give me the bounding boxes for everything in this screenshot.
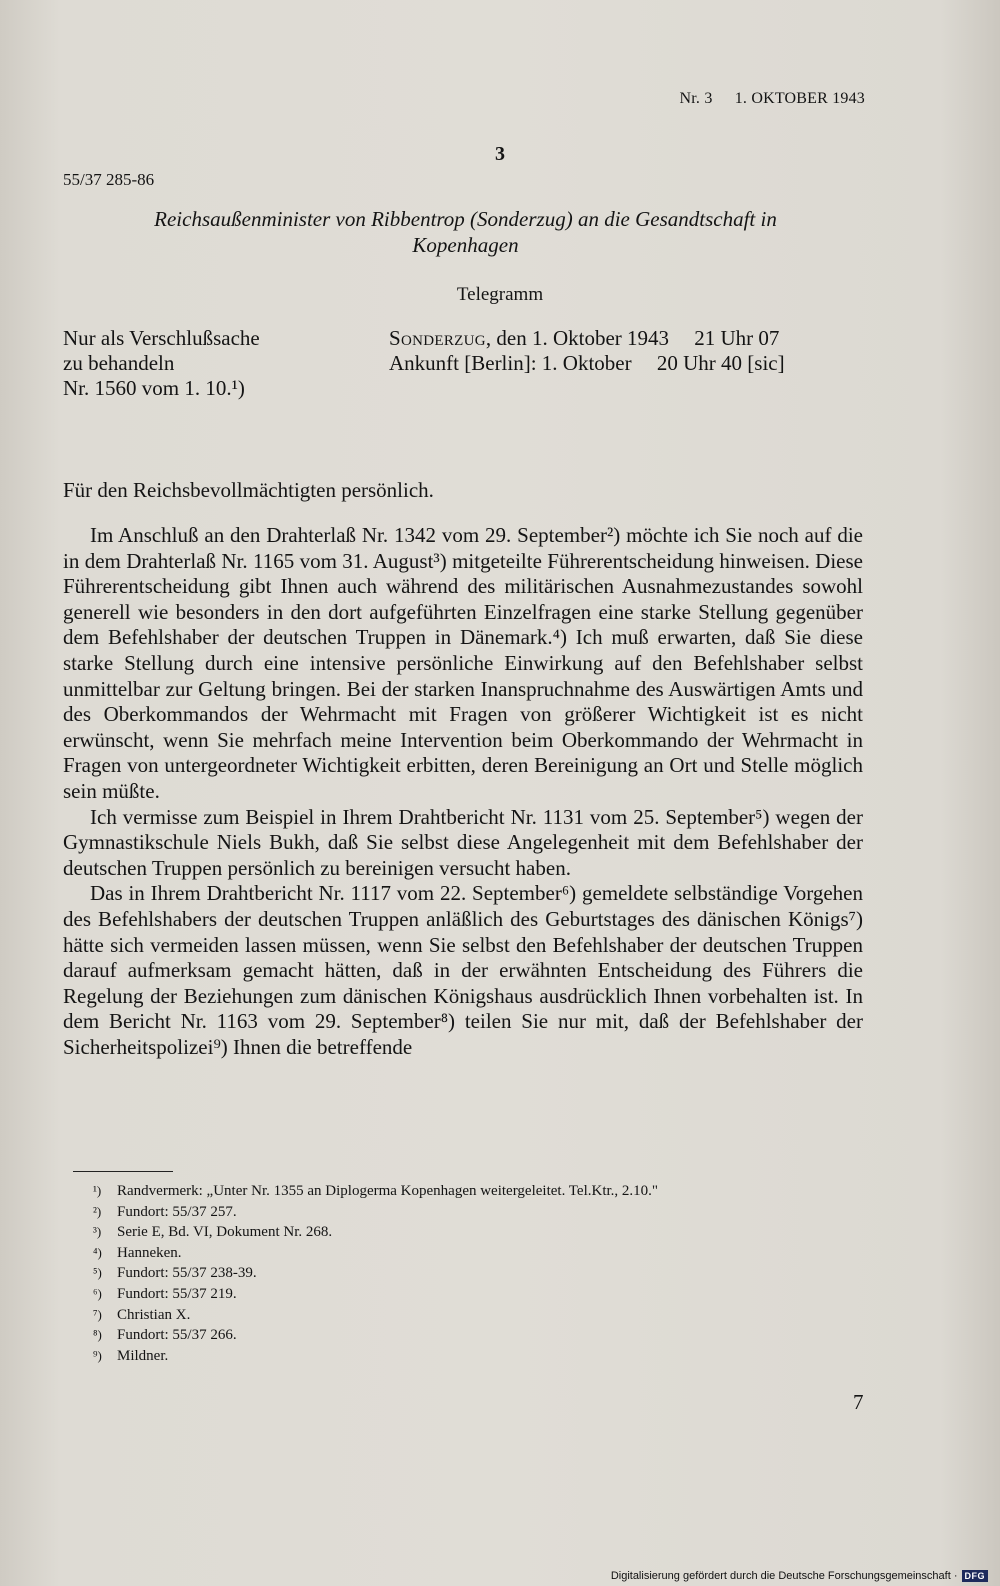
footnote-text: Serie E, Bd. VI, Dokument Nr. 268. bbox=[117, 1224, 333, 1241]
footnote-number: ⁶) bbox=[93, 1285, 102, 1301]
arrival-line bbox=[389, 351, 785, 376]
document-number: 3 bbox=[495, 143, 505, 165]
footnote-text: Mildner. bbox=[117, 1347, 169, 1364]
footnote-number: ⁷) bbox=[93, 1306, 102, 1322]
dispatch-line bbox=[389, 326, 785, 351]
footnote-text: Fundort: 55/37 266. bbox=[117, 1327, 237, 1344]
footnote-item bbox=[93, 1222, 658, 1243]
footnote-text: Fundort: 55/37 219. bbox=[117, 1285, 237, 1302]
footnote-number: ¹) bbox=[93, 1183, 102, 1198]
paragraph-2: Ich vermisse zum Beispiel in Ihrem Drahtbericht Nr. 1131 vom 25. September⁵) wegen der Gymnastikschule Niels Bukh, daß Sie selbst diese Angelegenheit mit dem Befehlshaber der deutschen Truppen persönlich zu bereinigen versucht haben. bbox=[63, 804, 863, 880]
classification-line-2: zu behandeln bbox=[63, 351, 175, 375]
footnote-text: Fundort: 55/37 238-39. bbox=[117, 1265, 257, 1282]
arrival-time: 20 Uhr 40 [sic] bbox=[656, 351, 785, 375]
footnote-divider bbox=[73, 1171, 173, 1172]
dispatch-block bbox=[389, 326, 785, 376]
header-date: 1. OKTOBER 1943 bbox=[734, 90, 865, 107]
footnote-number: ²) bbox=[93, 1203, 102, 1219]
footnote-item bbox=[93, 1305, 658, 1326]
footnote-text: Christian X. bbox=[117, 1306, 191, 1323]
footnote-number: ⁸) bbox=[93, 1327, 102, 1343]
running-header bbox=[662, 90, 865, 108]
dfg-logo-icon: DFG bbox=[962, 1570, 989, 1582]
file-reference: 55/37 285-86 bbox=[63, 170, 155, 189]
footnote-item bbox=[93, 1202, 658, 1223]
body-text bbox=[63, 523, 863, 1060]
footnote-item bbox=[93, 1325, 658, 1346]
classification-line-3: Nr. 1560 vom 1. 10.¹) bbox=[63, 376, 245, 400]
addressee-line: Für den Reichsbevollmächtigten persönlich. bbox=[63, 478, 434, 502]
footnote-number: ⁵) bbox=[93, 1265, 102, 1281]
footnote-item bbox=[93, 1263, 658, 1284]
footnote-number: ⁴) bbox=[93, 1244, 102, 1260]
document-title bbox=[63, 206, 868, 258]
footnotes-list bbox=[93, 1181, 658, 1366]
footnote-item bbox=[93, 1346, 658, 1367]
header-number: Nr. 3 bbox=[679, 90, 713, 107]
footnote-text: Fundort: 55/37 257. bbox=[117, 1203, 237, 1220]
title-line-1: Reichsaußenminister von Ribbentrop (Sonderzug) an die Gesandtschaft in bbox=[154, 207, 777, 231]
footnote-item bbox=[93, 1181, 658, 1202]
footnote-text: Hanneken. bbox=[117, 1244, 182, 1261]
footnote-number: ³) bbox=[93, 1224, 102, 1240]
arrival-date: Ankunft [Berlin]: 1. Oktober bbox=[389, 351, 632, 375]
page-number: 7 bbox=[853, 1390, 864, 1414]
classification-block bbox=[63, 326, 260, 401]
footnote-item bbox=[93, 1284, 658, 1305]
credit-text: Digitalisierung gefördert durch die Deutsche Forschungsgemeinschaft · bbox=[610, 1570, 958, 1582]
dispatch-time: 21 Uhr 07 bbox=[694, 326, 780, 350]
dispatch-date: , den 1. Oktober 1943 bbox=[485, 326, 670, 350]
document-type: Telegramm bbox=[456, 284, 544, 305]
digitization-credit bbox=[611, 1570, 988, 1582]
paragraph-3: Das in Ihrem Drahtbericht Nr. 1117 vom 22. September⁶) gemeldete selbständige Vorgehen des Befehlshabers der deutschen Truppen anläßlich des Geburtstages des dänischen Königs⁷) hätte sich vermeiden lassen müssen, wenn Sie selbst den Befehlshaber der deutschen Truppen darauf aufmerksam gemacht hätten, daß in der erwähnten Entscheidung des Führers die Regelung der Beziehungen zum dänischen Königshaus ausdrücklich Ihnen vorbehalten ist. In dem Bericht Nr. 1163 vom 29. September⁸) teilen Sie nur mit, daß der Befehlshaber der Sicherheitspolizei⁹) Ihnen die betreffende bbox=[63, 881, 863, 1059]
paragraph-1: Im Anschluß an den Drahterlaß Nr. 1342 vom 29. September²) möchte ich Sie noch auf die in dem Drahterlaß Nr. 1165 vom 31. August³) mitgeteilte Führerentscheidung hinweisen. Diese Führerentscheidung gibt Ihnen auch während des militärischen Ausnahmezustandes sowohl generell wie besonders in den dort aufgeführten Einzelfragen eine starke Stellung gegenüber dem Befehlshaber der deutschen Truppen in Dänemark.⁴) Ich muß erwarten, daß Sie diese starke Stellung durch eine intensive persönliche Einwirkung auf den Befehlshaber selbst unmittelbar zur Geltung bringen. Bei der starken Inanspruchnahme des Auswärtigen Amts und des Oberkommandos der Wehrmacht mit Fragen von größerer Wichtigkeit ist es nicht erwünscht, wenn Sie mehrfach meine Intervention beim Oberkommando der Wehrmacht in Fragen von untergeordneter Wichtigkeit erbitten, deren Bereinigung an Ort und Stelle möglich sein müßte. bbox=[63, 523, 863, 803]
footnote-text: Randvermerk: „Unter Nr. 1355 an Diplogerma Kopenhagen weitergeleitet. Tel.Ktr., 2.10." bbox=[117, 1183, 659, 1199]
footnote-number: ⁹) bbox=[93, 1347, 102, 1363]
classification-line-1: Nur als Verschlußsache bbox=[63, 326, 260, 350]
footnote-item bbox=[93, 1243, 658, 1264]
title-line-2: Kopenhagen bbox=[412, 233, 519, 257]
dispatch-place: Sonderzug bbox=[389, 326, 486, 350]
